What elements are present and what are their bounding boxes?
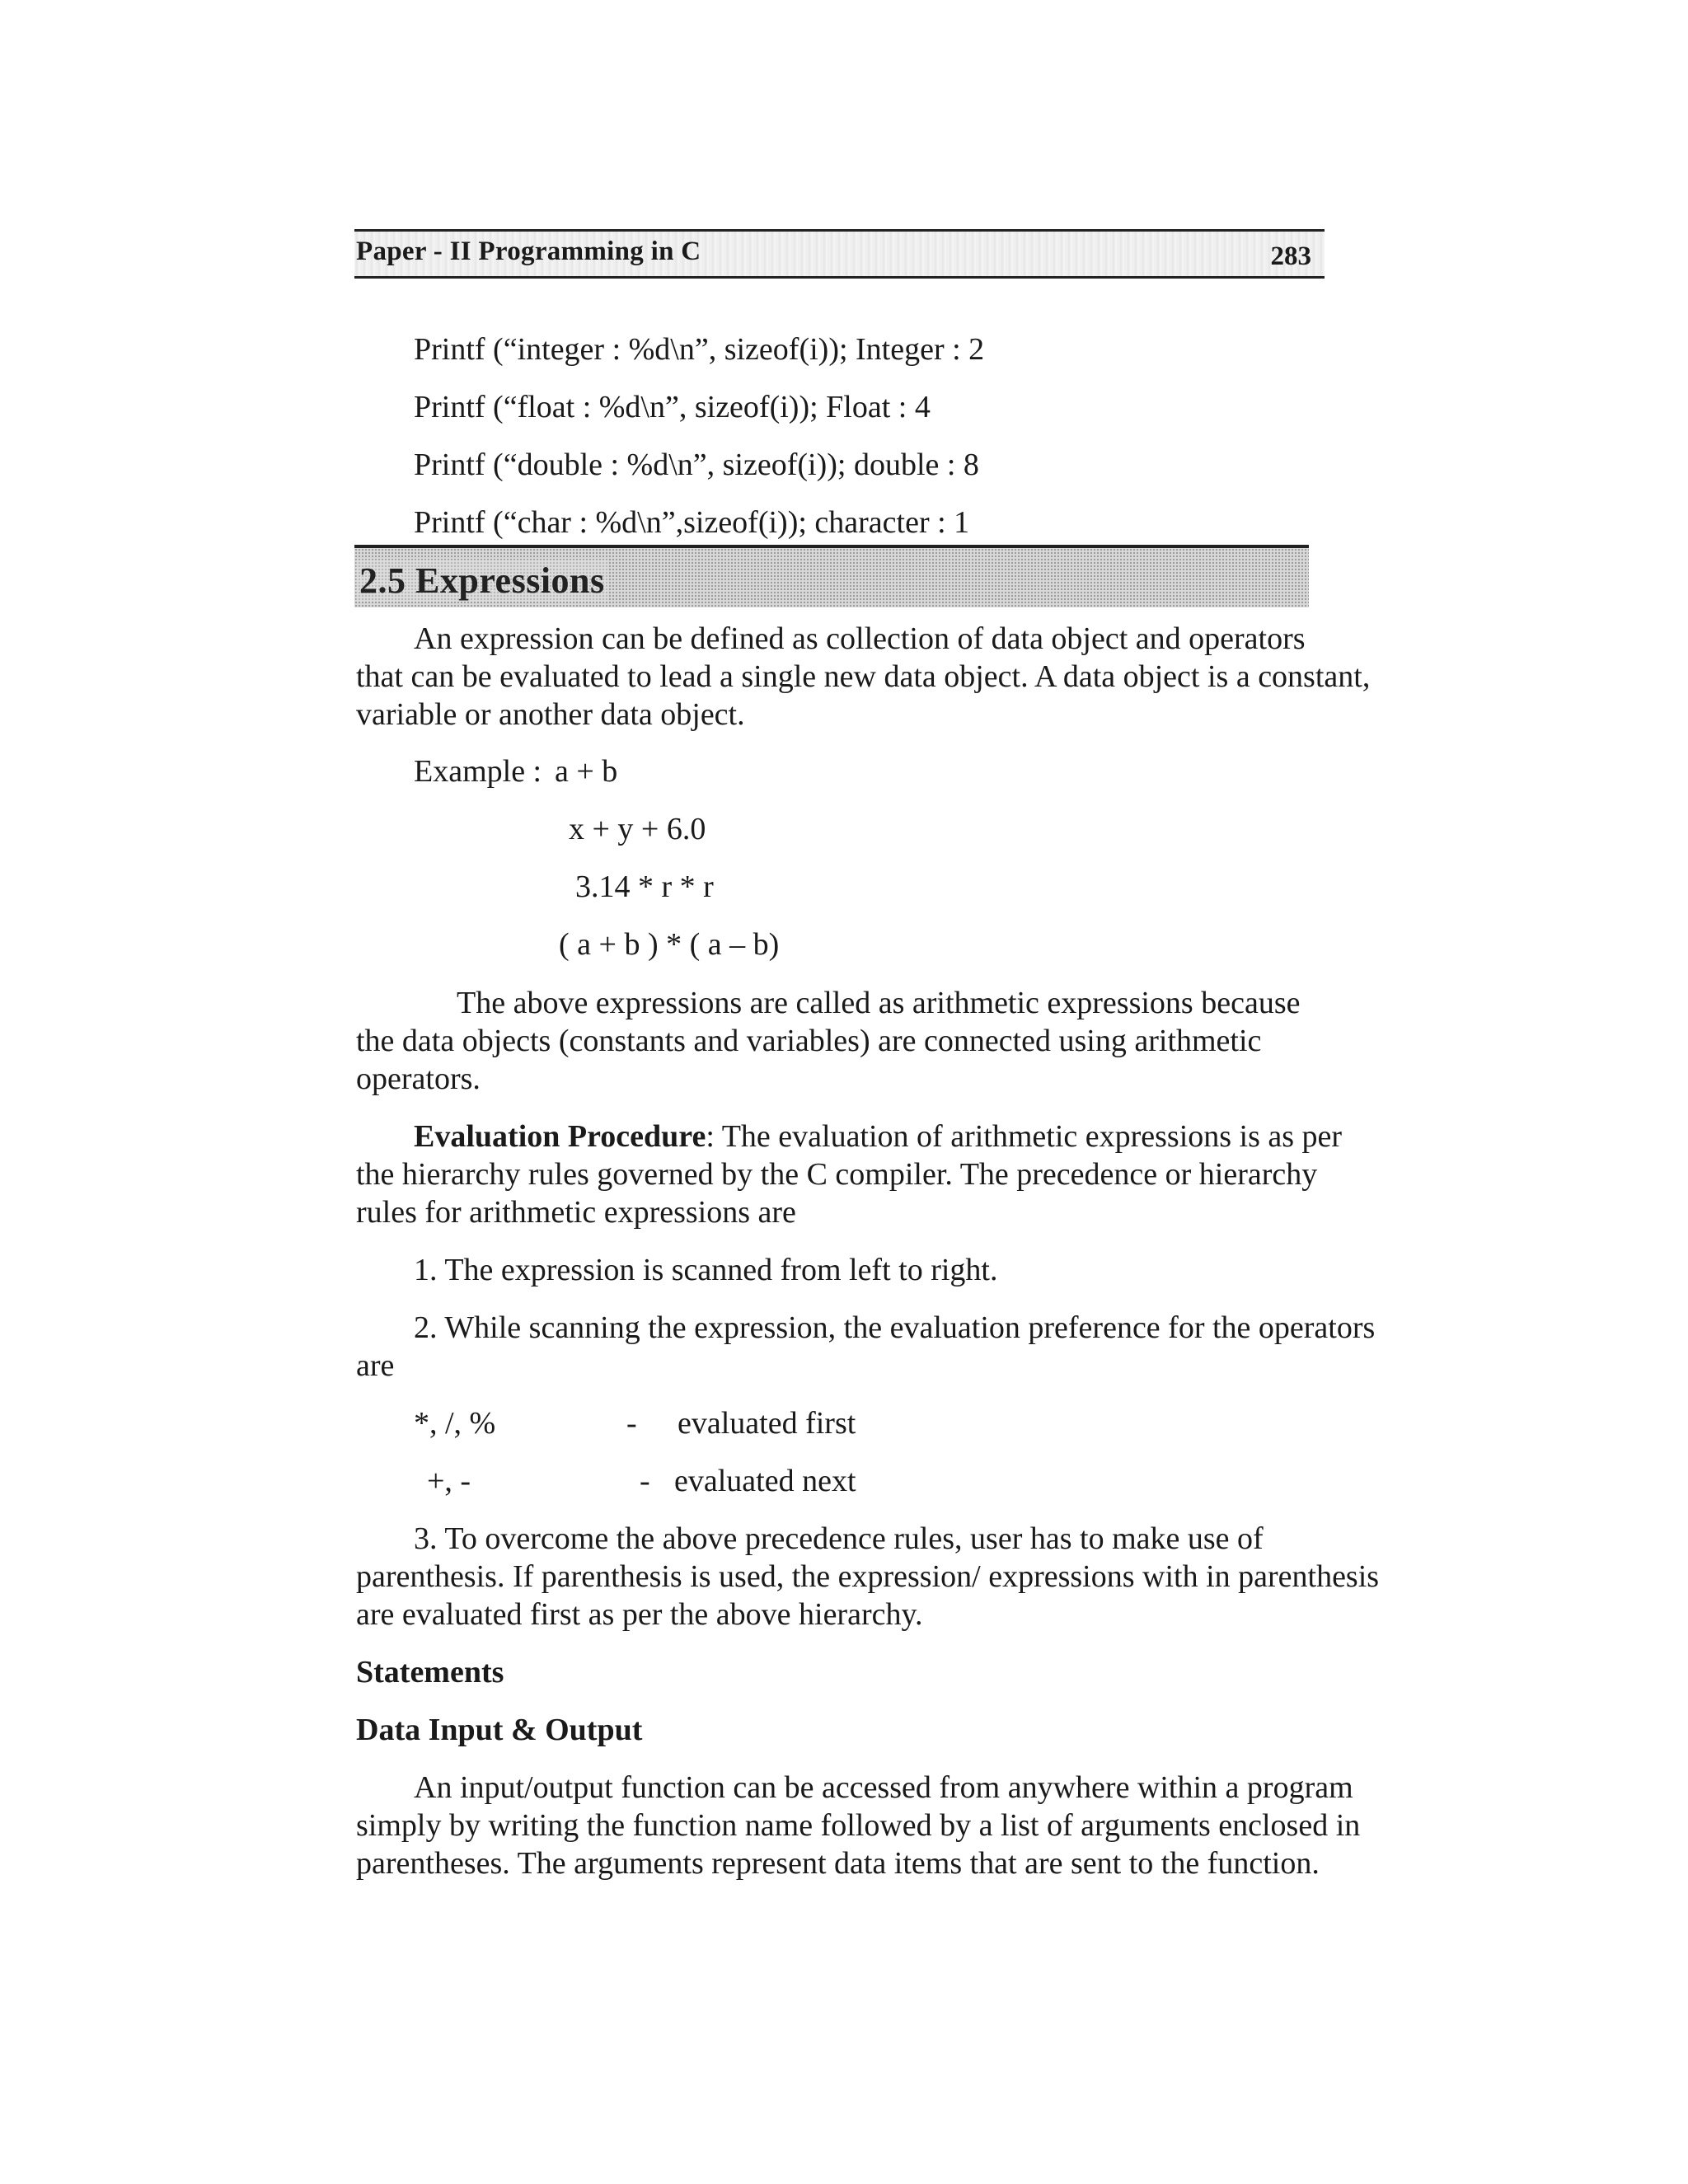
code-line: Printf (“double : %d\n”, sizeof(i)); double : 8 (414, 448, 979, 482)
operator-description: evaluated next (674, 1464, 856, 1498)
evaluation-label: Evaluation Procedure (414, 1119, 706, 1154)
io-line: simply by writing the function name followed by a list of arguments enclosed in (356, 1808, 1361, 1843)
rule-item: 1. The expression is scanned from left to right. (414, 1253, 998, 1287)
page-number: 283 (1270, 241, 1311, 271)
rule-item: are (356, 1348, 395, 1383)
rule-item: parenthesis. If parenthesis is used, the expression/ expressions with in parenthesis (356, 1559, 1380, 1594)
intro-line: that can be evaluated to lead a single new data object. A data object is a constant, (356, 659, 1371, 694)
operator-group: +, - (427, 1464, 471, 1498)
rule-item: are evaluated first as per the above hierarchy. (356, 1597, 923, 1632)
section-heading-bar (354, 545, 1309, 607)
example-expression: 3.14 * r * r (575, 869, 714, 904)
subheading-statements: Statements (356, 1655, 504, 1690)
example-label: Example : (414, 754, 542, 789)
evaluation-line (414, 1118, 1342, 1155)
arithmetic-line: The above expressions are called as arithmetic expressions because (457, 986, 1301, 1020)
intro-line: variable or another data object. (356, 697, 745, 732)
operator-dash: - (626, 1406, 637, 1441)
evaluation-line: the hierarchy rules governed by the C compiler. The precedence or hierarchy (356, 1157, 1318, 1192)
rule-item: 2. While scanning the expression, the evaluation preference for the operators (414, 1310, 1376, 1345)
evaluation-text: : The evaluation of arithmetic expressions is as per (706, 1119, 1343, 1154)
code-line: Printf (“float : %d\n”, sizeof(i)); Float : 4 (414, 390, 931, 424)
example-expression: x + y + 6.0 (569, 812, 706, 846)
evaluation-line: rules for arithmetic expressions are (356, 1195, 796, 1230)
book-title: Paper - II Programming in C (356, 237, 701, 266)
operator-description: evaluated first (678, 1406, 856, 1441)
running-header (354, 229, 1325, 279)
example-expression: a + b (555, 754, 618, 789)
operator-dash: - (640, 1464, 650, 1498)
code-line: Printf (“char : %d\n”,sizeof(i)); character : 1 (414, 505, 970, 540)
io-line: An input/output function can be accessed from anywhere within a program (414, 1770, 1353, 1805)
rule-item: 3. To overcome the above precedence rules, user has to make use of (414, 1521, 1264, 1556)
example-expression: ( a + b ) * ( a – b) (559, 927, 780, 962)
subheading-data-io: Data Input & Output (356, 1713, 643, 1747)
intro-line: An expression can be defined as collection of data object and operators (414, 621, 1306, 656)
section-title: 2.5 Expressions (356, 560, 608, 602)
arithmetic-line: the data objects (constants and variables) are connected using arithmetic (356, 1024, 1262, 1058)
code-line: Printf (“integer : %d\n”, sizeof(i)); Integer : 2 (414, 332, 985, 367)
arithmetic-line: operators. (356, 1062, 481, 1096)
operator-group: *, /, % (414, 1406, 496, 1441)
io-line: parentheses. The arguments represent data items that are sent to the function. (356, 1846, 1320, 1881)
